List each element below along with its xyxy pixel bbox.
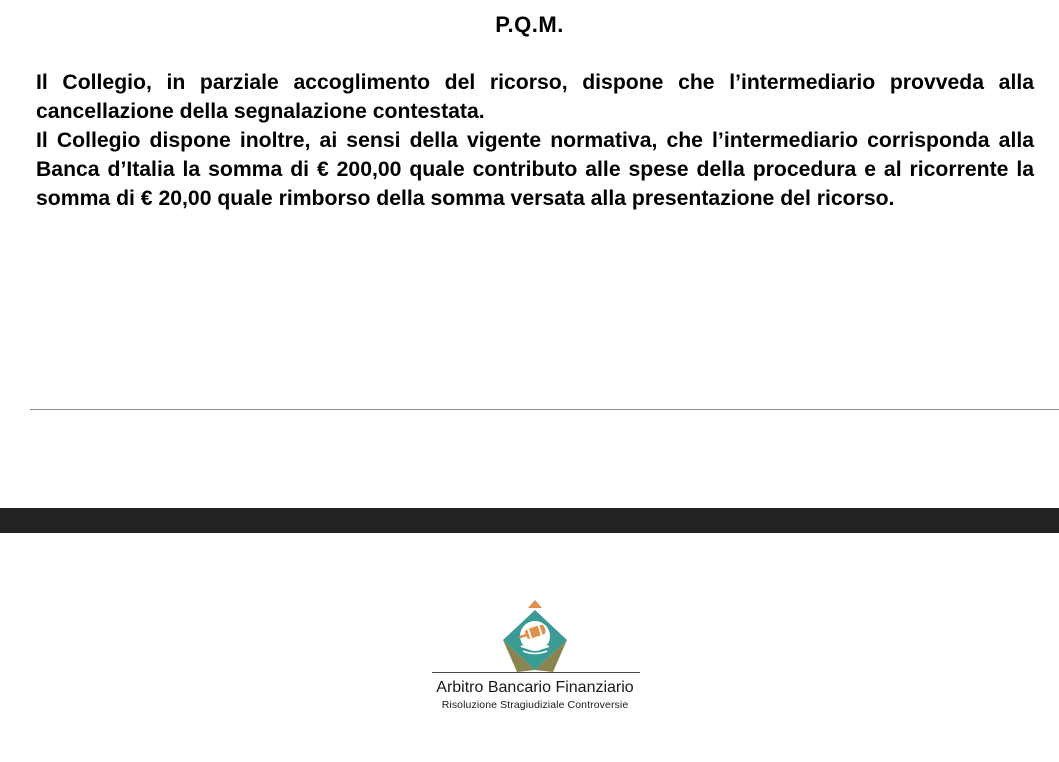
document-body [36, 68, 1034, 213]
page-divider [30, 409, 1059, 410]
page-break-band [0, 508, 1059, 533]
paragraph-1: Il Collegio, in parziale accoglimento del ricorso, dispone che l’intermediario provveda alla cancellazione della segnalazione contestata. [36, 71, 1034, 123]
document-heading: P.Q.M. [495, 12, 564, 37]
logo-name: Arbitro Bancario Finanziario [436, 679, 634, 696]
abf-logo [428, 598, 642, 718]
paragraph-2: Il Collegio dispone inoltre, ai sensi della vigente normativa, che l’intermediario corrisponda alla Banca d’Italia la somma di € 200,00 quale contributo alle spese della procedura e al ricorrente la somma di € 20,00 quale rimborso della somma versata alla presentazione del ricorso. [36, 129, 1034, 210]
logo-divider [432, 672, 640, 673]
abf-emblem-icon [495, 598, 575, 680]
logo-subtitle: Risoluzione Stragiudiziale Controversie [441, 699, 629, 711]
